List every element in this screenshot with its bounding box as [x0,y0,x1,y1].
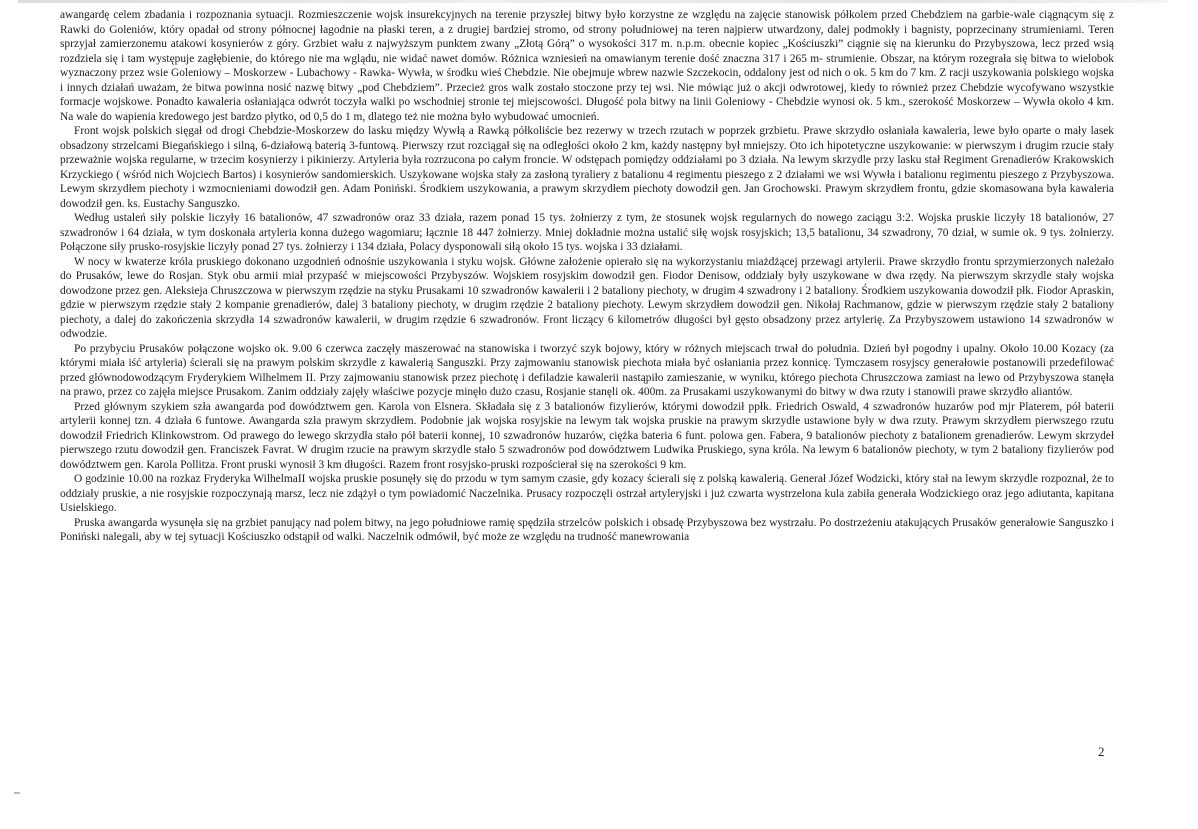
page-number: 2 [1098,744,1105,759]
paragraph-6: Przed głównym szykiem szła awangarda pod dowództwem gen. Karola von Elsnera. Składała się z 3 batalionów fizylierów, którymi dowodził ppłk. Friedrich Oswald, 4 szwadronów huzarów pod mjr Platerem, pół baterii artylerii konnej tzn. 4 działa 6 funtowe. Awangarda szła prawym skrzydłem. Podobnie jak wojska rosyjskie na lewym tak wojska pruskie na prawym skrzydle ustawione były w dwa rzuty. Prawym skrzydłem pierwszego rzutu dowodził Friedrich Klinkowstrom. Od prawego do lewego skrzydła stało pół baterii konnej, 10 szwadronów huzarów, ciężka bateria 6 funt. polowa gen. Fabera, 9 batalionów piechoty z batalionem grenadierów. Lewym skrzydeł pierwszego rzutu dowodził gen. Franciszek Favrat. W drugim rzucie na prawym skrzydle stało 5 szwadronów pod dowództwem Ludwika Pruskiego, syna króla. Na lewym 6 batalionów piechoty, w tym 2 bataliony fizylierów pod dowództwem gen. Karola Pollitza. Front pruski wynosił 3 km długości. Razem front rosyjsko-pruski rozpościerał się na szerokości 9 km. [60,400,1114,471]
scan-edge-shadow [18,0,1168,3]
paragraph-4: W nocy w kwaterze króla pruskiego dokonano uzgodnień odnośnie uszykowania i styku wojsk. Główne założenie opierało się na wykorzystaniu miażdżącej przewagi artylerii. Prawe skrzydło frontu sprzymierzonych należało do Prusaków, lewe do Rosjan. Styk obu armii miał przypaść w miejscowości Przybyszów. Wojskiem rosyjskim dowodził gen. Fiodor Denisow, oddziały były uszykowane w dwa rzędy. Na pierwszym skrzydle stały wojska dowodzone przez gen. Aleksieja Chruszczowa w pierwszym rzędzie na styku Prusakami 10 szwadronów kawalerii i 2 bataliony piechoty, w drugim 4 szwadrony i 2 bataliony. Środkiem uszykowania dowodził płk. Fiodor Apraskin, gdzie w pierwszym rzędzie stały 2 kompanie grenadierów, dalej 3 bataliony piechoty, w drugim rzędzie 2 bataliony piechoty. Lewym skrzydłem dowodził gen. Nikołaj Rachmanow, gdzie w pierwszym rzędzie stały 2 bataliony piechoty, a dalej do zakończenia skrzydła 14 szwadronów kawalerii, w drugim rzędzie 6 szwadronów. Front liczący 6 kilometrów długości był gęsto obsadzony przez artylerię. Za Przybyszowem ustawiono 14 szwadronów w odwodzie. [60,255,1114,340]
paragraph-8: Pruska awangarda wysunęła się na grzbiet panujący nad polem bitwy, na jego południowe ramię spędziła strzelców polskich i obsadę Przybyszowa bez wystrzału. Po dostrzeżeniu atakujących Prusaków generałowie Sanguszko i Poniński nalegali, aby w tej sytuacji Kościuszko odstąpił od walki. Naczelnik odmówił, być może ze względu na trudność manewrowania [60,516,1114,543]
paragraph-7: O godzinie 10.00 na rozkaz Fryderyka WilhelmaII wojska pruskie posunęły się do przodu w tym samym czasie, gdy kozacy ścierali się z polską kawalerią. Generał Józef Wodzicki, który stał na lewym skrzydle rozpoznał, że to oddziały pruskie, a nie rosyjskie rozpoczynają marsz, lecz nie zdążył o tym powiadomić Naczelnika. Prusacy rozpoczęli ostrzał artyleryjski i już czwarta wystrzelona kula zabiła generała Wodzickiego oraz jego adiutanta, kapitana Usielskiego. [60,473,1114,514]
paragraph-3: Według ustaleń siły polskie liczyły 16 batalionów, 47 szwadronów oraz 33 działa, razem ponad 15 tys. żołnierzy z tym, że stosunek wojsk regularnych do nowego zaciągu 3:2. Wojska pruskie liczyły 18 batalionów, 27 szwadronów i 64 działa, w tym doskonała artyleria konna dużego wagomiaru; łącznie 18 447 żołnierzy. Mniej dokładnie można ustalić siłę wojsk rosyjskich; 13,5 batalionu, 34 szwadrony, 70 dział, w sumie ok. 9 tys. żołnierzy. Połączone siły prusko-rosyjskie liczyły ponad 27 tys. żołnierzy i 134 działa, Polacy dysponowali siłą około 15 tys. wojska i 33 działami. [60,212,1114,253]
paragraph-5: Po przybyciu Prusaków połączone wojsko ok. 9.00 6 czerwca zaczęły maszerować na stanowiska i tworzyć szyk bojowy, który w różnych miejscach trwał do południa. Dzień był pogodny i upalny. Około 10.00 Kozacy (za którymi miała iść artyleria) ścierali się na prawym polskim skrzydle z kawalerią Sanguszki. Przy zajmowaniu stanowisk piechota miała być osłaniania przez konnicę. Tymczasem rosyjscy generałowie postanowili przedefilować przed głównodowodzącym Fryderykiem Wilhelmem II. Przy zajmowaniu stanowisk przez piechotę i defiladzie kawalerii nastąpiło zamieszanie, w wyniku, którego piechota Chruszczowa zamiast na lewo od Przybyszowa stanęła na prawo, przez co zajęła miejsce Prusakom. Zanim oddziały zajęły właściwe pozycje minęło dużo czasu, Rosjanie stanęli ok. 400m. za Prusakami uszykowanymi do bitwy w dwa rzuty i stanowili prawe skrzydło aliantów. [60,342,1114,398]
document-body [60,8,1114,545]
paragraph-1: awangardę celem zbadania i rozpoznania sytuacji. Rozmieszczenie wojsk insurekcyjnych na terenie przyszłej bitwy było korzystne ze względu na zajęcie stanowisk półkolem przed Chebdziem na garbie-wale ciągnącym się z Rawki do Goleniów, który opadał od strony północnej łagodnie na płaski teren, a z drugiej bardziej stromo, od strony południowej na teren najpierw utwardzony, dalej podmokły i bagnisty, poprzecinany strumieniami. Teren sprzyjał zamierzonemu atakowi kosynierów z góry. Grzbiet wału z najwyższym punktem zwany „Złotą Górą” o wysokości 317 m. n.p.m. obecnie kopiec „Kościuszki” ciągnie się na kierunku do Przybyszowa, lecz przed wsią rozdziela się i tam występuje zagłębienie, do którego nie ma wglądu, nie widać nawet domów. Różnica wzniesień na omawianym terenie dość znaczna 317 i 265 m- strumienie. Obszar, na którym rozegrała się bitwa to wielobok wyznaczony przez wsie Goleniowy – Moskorzew - Lubachowy - Rawka- Wywła, w środku wieś Chebdzie. Nie obejmuje wbrew nazwie Szczekocin, oddalony jest od nich o ok. 5 km do 7 km. Z racji uszykowania polskiego wojska i innych działań uważam, że bitwa powinna nosić nazwę bitwy „pod Chebdziem”. Przecież gros walk zostało stoczone przy tej wsi. Nie mówiąc już o akcji odwrotowej, kiedy to również przez Chebdzie wycofywano wszystkie formacje wojskowe. Ponadto kawaleria osłaniająca odwrót toczyła walki po wschodniej stronie tej miejscowości. Długość pola bitwy na linii Goleniowy - Chebdzie wynosi ok. 5 km., szerokość Moskorzew – Wywła około 4 km. Na wale do wapienia kredowego jest bardzo płytko, od 0,5 do 1 m, dlatego też nie można było wybudować umocnień. [60,9,1114,123]
scan-artifact [14,792,20,794]
paragraph-2: Front wojsk polskich sięgał od drogi Chebdzie-Moskorzew do lasku między Wywłą a Rawką półkoliście bez rezerwy w trzech rzutach w poprzek grzbietu. Prawe skrzydło osłaniała kawaleria, lewe było oparte o mały lasek obsadzony strzelcami Biegańskiego i silną, 6-działową baterią 3-funtową. Pierwszy rzut rozciągał się na odległości około 2 km, każdy następny był mniejszy. Oto ich hipotetyczne uszykowanie: w pierwszym i drugim rzucie stały przeważnie wojska regularne, w trzecim kosynierzy i pikinierzy. Artyleria była rozrzucona po całym froncie. W odstępach pomiędzy oddziałami po 3 działa. Na lewym skrzydle przy lasku stał Regiment Grenadierów Krakowskich Krzyckiego ( wśród nich Wojciech Bartos) i kosynierów sandomierskich. Uszykowane wojska stały za zasłoną tyraliery z batalionu 4 regimentu pieszego z 2 działami we wsi Wywła i batalionu regimentu pieszego z Przybyszowa. Lewym skrzydłem piechoty i wzmocnieniami dowodził gen. Adam Poniński. Środkiem uszykowania, a prawym skrzydłem piechoty dowodził gen. Jan Grochowski. Prawym skrzydłem frontu, gdzie skomasowana była kawaleria dowodził gen. ks. Eustachy Sanguszko. [60,125,1114,210]
